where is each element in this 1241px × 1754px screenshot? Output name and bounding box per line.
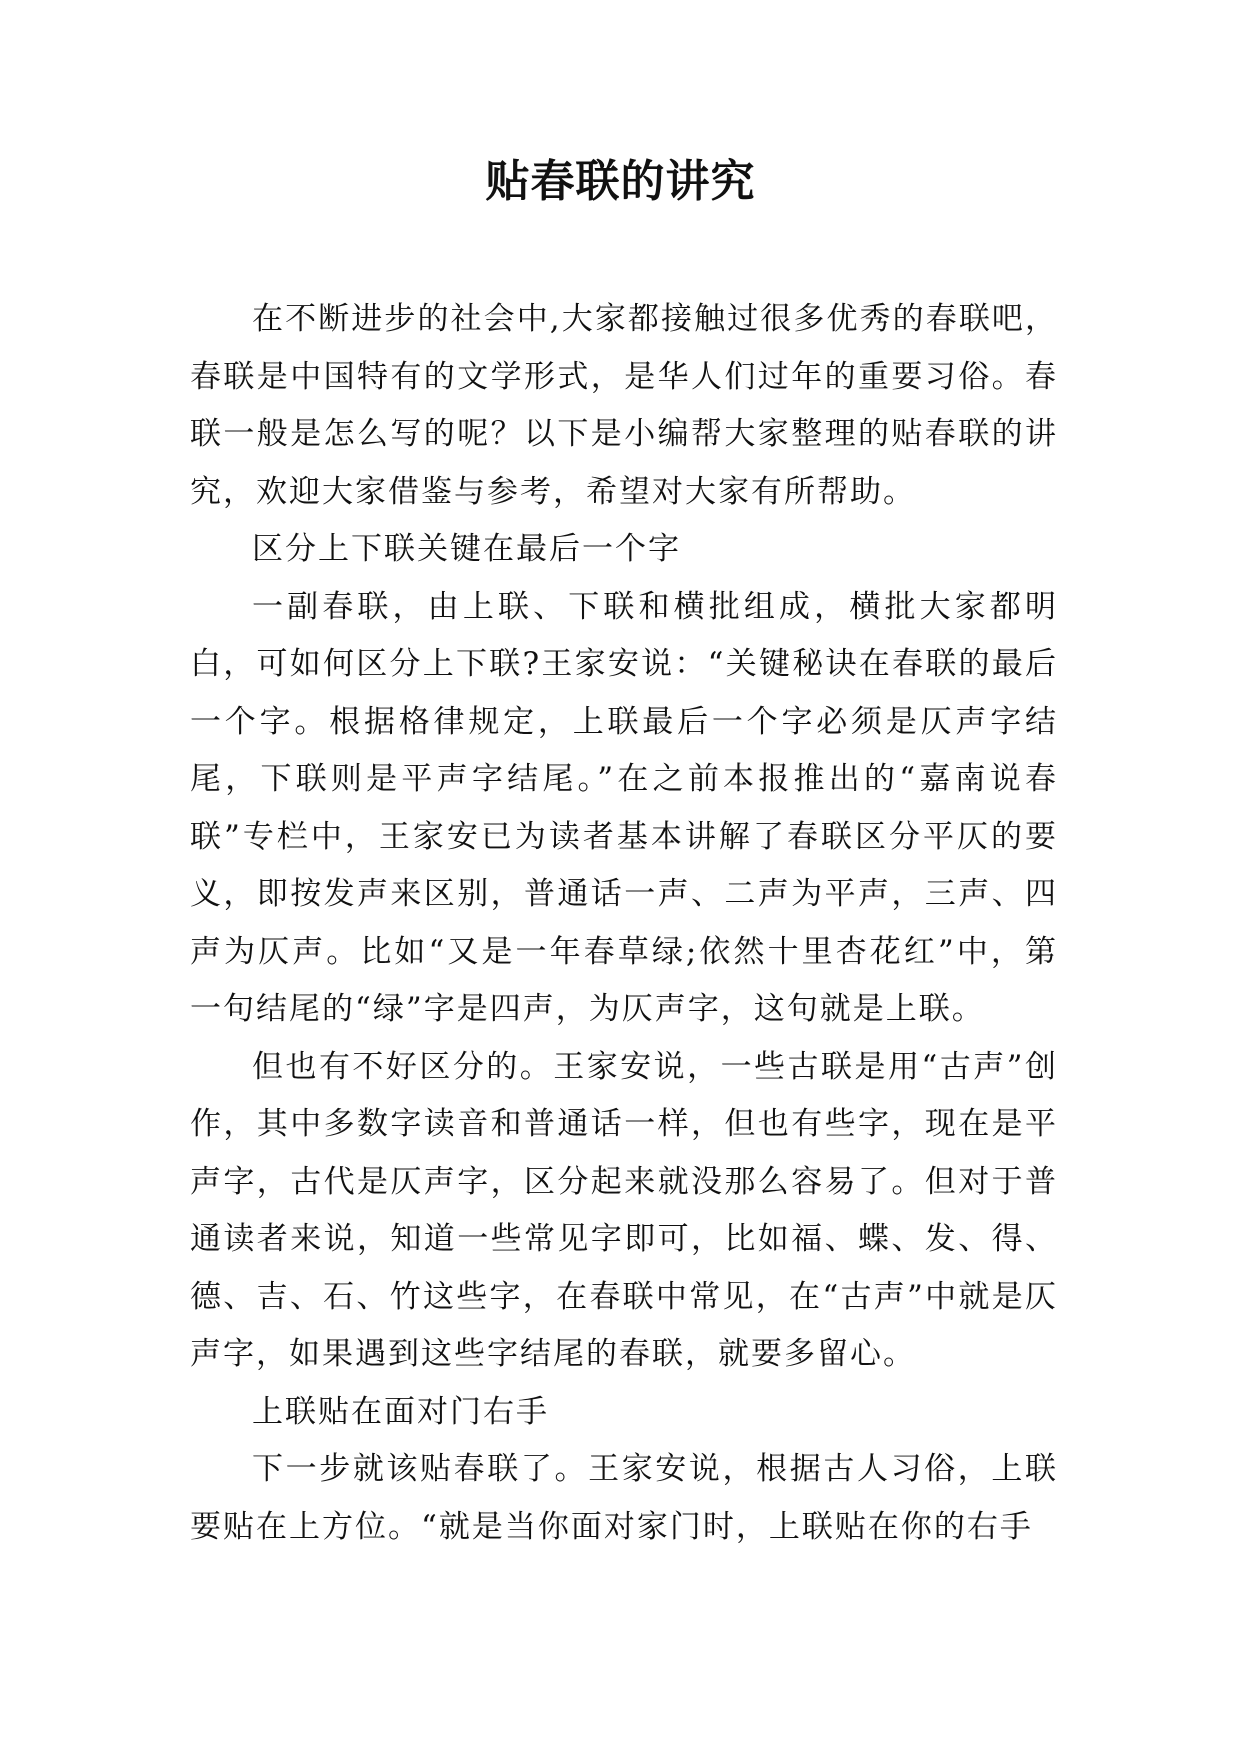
document-body <box>190 291 1058 1556</box>
section-heading-right-hand: 上联贴在面对门右手 <box>252 1393 549 1430</box>
paragraph-intro: 在不断进步的社会中,大家都接触过很多优秀的春联吧，春联是中国特有的文学形式，是华人们过年的重要习俗。春联一般是怎么写的呢？以下是小编帮大家整理的贴春联的讲究，欢迎大家借鉴与参考，希望对大家有所帮助。 <box>190 301 1058 510</box>
section-heading-couplet-ending: 区分上下联关键在最后一个字 <box>252 531 681 567</box>
paragraph-couplet-structure: 一副春联，由上联、下联和横批组成，横批大家都明白，可如何区分上下联?王家安说：“关键秘诀在春联的最后一个字。根据格律规定，上联最后一个字必须是仄声字结尾，下联则是平声字结尾。”在之前本报推出的“嘉南说春联”专栏中，王家安已为读者基本讲解了春联区分平仄的要义，即按发声来区别，普通话一声、二声为平声，三声、四声为仄声。比如“又是一年春草绿;依然十里杏花红”中，第一句结尾的“绿”字是四声，为仄声字，这句就是上联。 <box>190 588 1058 1027</box>
document-title: 贴春联的讲究 <box>485 156 756 207</box>
paragraph-posting: 下一步就该贴春联了。王家安说，根据古人习俗，上联要贴在上方位。“就是当你面对家门时，上联贴在你的右手 <box>190 1451 1058 1545</box>
paragraph-ancient-tones: 但也有不好区分的。王家安说，一些古联是用“古声”创作，其中多数字读音和普通话一样，但也有些字，现在是平声字，古代是仄声字，区分起来就没那么容易了。但对于普通读者来说，知道一些常见字即可，比如福、蝶、发、得、德、吉、石、竹这些字，在春联中常见，在“古声”中就是仄声字，如果遇到这些字结尾的春联，就要多留心。 <box>190 1048 1058 1372</box>
